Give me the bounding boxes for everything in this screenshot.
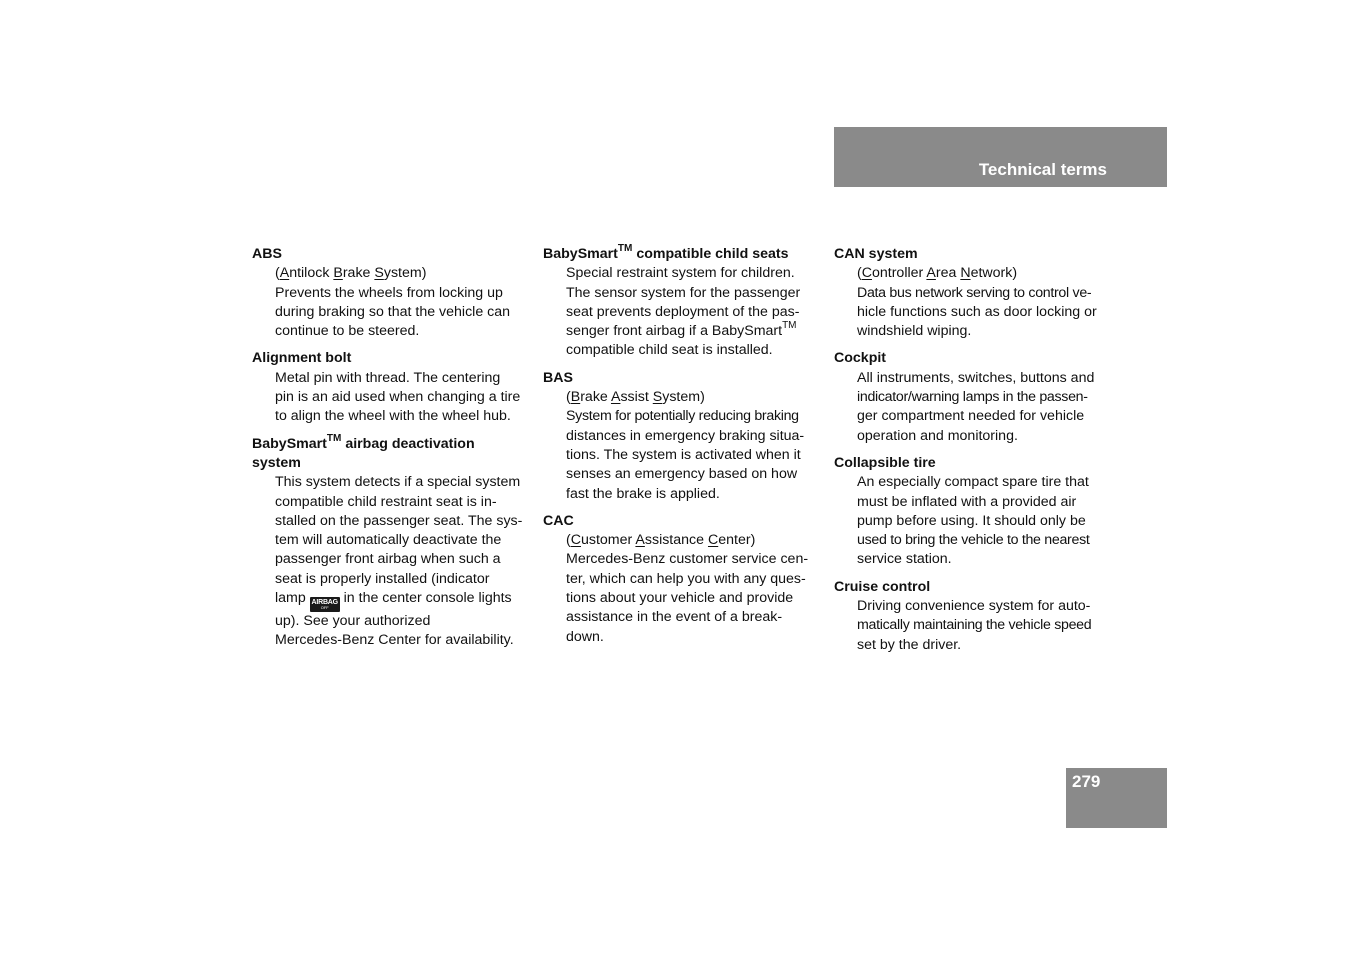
definition-line: Special restraint system for children. (566, 265, 795, 282)
definition-line: An especially compact spare tire that (857, 474, 1089, 491)
term-title: Collapsible tire (834, 454, 936, 471)
definition-line: must be inflated with a provided air (857, 493, 1077, 510)
definition-line: tions. The system is activated when it (566, 446, 801, 463)
term-definition (834, 473, 1110, 569)
definition-line: down. (566, 628, 604, 645)
term-title: BAS (543, 369, 573, 386)
term-bas (543, 369, 815, 504)
term-expansion: (Controller Area Network) (857, 265, 1018, 282)
term-title: BabySmart™ airbag deactivation (252, 432, 475, 452)
definition-line: compatible child seat is installed. (566, 342, 773, 359)
term-definition (543, 388, 815, 504)
term-definition (252, 264, 528, 341)
definition-line: passenger front airbag when such a (275, 551, 501, 568)
trademark-mark: TM (617, 243, 633, 255)
definition-line: Mercedes-Benz Center for availability. (275, 632, 514, 649)
term-definition (252, 369, 528, 427)
definition-line: lamp AIRBAG OFF in the center console lights (275, 590, 512, 611)
term-cruise-control (834, 578, 1110, 655)
definition-line: Metal pin with thread. The centering (275, 369, 501, 386)
definition-line: during braking so that the vehicle can (275, 303, 511, 320)
section-header-bar (834, 127, 1167, 187)
definition-line: indicator/warning lamps in the passen- (857, 389, 1088, 406)
definition-line: This system detects if a special system (275, 474, 521, 491)
definition-line: ger compartment needed for vehicle (857, 408, 1085, 425)
airbag-off-indicator-icon: AIRBAG OFF (311, 599, 338, 611)
definition-line: System for potentially reducing braking (566, 408, 799, 425)
definition-line: stalled on the passenger seat. The sys- (275, 512, 523, 529)
definition-line: senses an emergency based on how (566, 466, 798, 483)
term-title: Cockpit (834, 350, 887, 367)
definition-line: tem will automatically deactivate the (275, 532, 502, 549)
term-cac (543, 512, 815, 647)
term-expansion: (Antilock Brake System) (275, 265, 427, 282)
definition-line: up). See your authorized (275, 613, 431, 630)
definition-line: Data bus network serving to control ve- (857, 284, 1092, 301)
term-babysmart-compatible-child-seats (543, 245, 815, 361)
definition-line: compatible child restraint seat is in- (275, 493, 497, 510)
term-title: Alignment bolt (252, 350, 352, 367)
definition-line: service station. (857, 551, 952, 568)
term-title: BabySmart™ compatible child seats (543, 243, 789, 262)
definition-line: ter, which can help you with any ques- (566, 570, 806, 587)
definition-line: matically maintaining the vehicle speed (857, 617, 1092, 634)
definition-line: fast the brake is applied. (566, 485, 720, 502)
term-definition (252, 473, 528, 650)
term-title-continued: system (252, 454, 301, 471)
glossary-column-2 (543, 245, 815, 655)
definition-line: seat is properly installed (indicator (275, 570, 490, 587)
term-definition (834, 597, 1110, 655)
definition-line: The sensor system for the passenger (566, 284, 801, 301)
glossary-column-1 (252, 245, 528, 659)
term-title: CAN system (834, 246, 918, 262)
term-definition (834, 264, 1110, 341)
page-number: 279 (1072, 772, 1101, 791)
term-can-system (834, 245, 1110, 341)
trademark-mark: TM (326, 432, 342, 444)
term-collapsible-tire (834, 454, 1110, 570)
definition-line: pin is an aid used when changing a tire (275, 389, 521, 406)
definition-line: continue to be steered. (275, 323, 420, 340)
definition-line: seat prevents deployment of the pas- (566, 303, 800, 320)
definition-line: to align the wheel with the wheel hub. (275, 408, 511, 425)
definition-line: senger front airbag if a BabySmart™ (566, 320, 797, 340)
definition-line: used to bring the vehicle to the nearest (857, 532, 1090, 549)
term-alignment-bolt (252, 349, 528, 426)
page-number-box (1066, 768, 1167, 828)
definition-line: set by the driver. (857, 636, 962, 653)
term-title: Cruise control (834, 578, 931, 595)
definition-line: assistance in the event of a break- (566, 609, 783, 626)
definition-line: Mercedes-Benz customer service cen- (566, 551, 809, 568)
definition-line: distances in emergency braking situa- (566, 427, 805, 444)
definition-line: pump before using. It should only be (857, 512, 1086, 529)
definition-line: Driving convenience system for auto- (857, 598, 1091, 615)
section-title: Technical terms (978, 160, 1107, 179)
definition-line: All instruments, switches, buttons and (857, 369, 1095, 386)
definition-line: operation and monitoring. (857, 427, 1018, 444)
term-definition (543, 264, 815, 360)
term-title: CAC (543, 512, 574, 529)
trademark-mark: TM (782, 320, 797, 332)
definition-line: windshield wiping. (857, 323, 972, 340)
term-title: ABS (252, 246, 282, 262)
term-abs (252, 245, 528, 341)
term-cockpit (834, 349, 1110, 445)
term-definition (834, 369, 1110, 446)
glossary-column-3 (834, 245, 1110, 663)
definition-line: hicle functions such as door locking or (857, 303, 1097, 320)
term-expansion: (Brake Assist System) (566, 389, 705, 406)
term-babysmart-airbag-deactivation (252, 432, 528, 651)
term-definition (543, 531, 815, 647)
definition-line: tions about your vehicle and provide (566, 590, 794, 607)
term-expansion: (Customer Assistance Center) (566, 532, 756, 549)
definition-line: Prevents the wheels from locking up (275, 284, 503, 301)
